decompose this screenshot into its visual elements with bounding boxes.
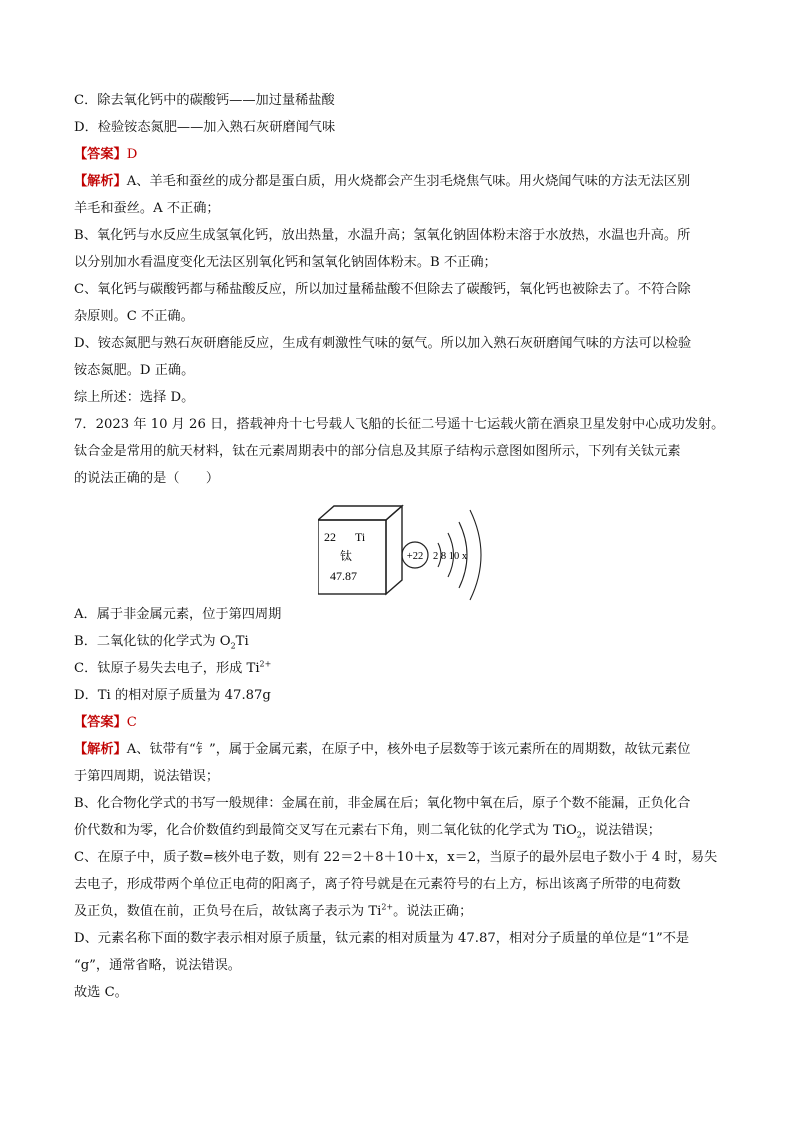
q6-analysis-b1: B、氧化钙与水反应生成氢氧化钙，放出热量，水温升高；氢氧化钠固体粉末溶于水放热，水温也升高。所 <box>74 228 691 243</box>
shell-4 <box>470 510 481 600</box>
superscript: 2+ <box>381 902 394 912</box>
q7-option-d: D．Ti 的相对原子质量为 47.87g <box>74 688 271 703</box>
q6-answer <box>74 146 137 164</box>
answer-value: D <box>126 147 138 162</box>
answer-tag: 【答案】 <box>74 147 127 162</box>
titanium-figure <box>318 500 493 610</box>
q7-analysis-c3 <box>74 903 472 921</box>
q7-analysis-d2: “g”，通常省略，说法错误。 <box>74 958 241 973</box>
q7-analysis-a2: 于第四周期，说法错误； <box>74 769 220 784</box>
q7-analysis-d1: D、元素名称下面的数字表示相对原子质量，钛元素的相对质量为 47.87，相对分子质量的单位是“1”不是 <box>74 931 690 946</box>
q6-analysis-b2: 以分别加水看温度变化无法区别氧化钙和氢氧化钠固体粉末。B 不正确； <box>74 255 497 270</box>
q6-analysis-a2: 羊毛和蚕丝。A 不正确； <box>74 201 220 216</box>
q7-conclusion: 故选 C。 <box>74 985 128 1000</box>
q6-summary: 综上所述：选择 D。 <box>74 390 195 405</box>
analysis-tag: 【解析】 <box>74 174 127 189</box>
superscript: 2+ <box>259 659 272 669</box>
atomic-number: 22 <box>324 530 336 544</box>
option-text: B．二氧化钛的化学式为 O <box>74 634 231 649</box>
analysis-text: 及正负，数值在前，正负号在后，故钛离子表示为 Ti <box>74 904 382 919</box>
analysis-text-tail: 。说法正确； <box>393 904 473 919</box>
nucleus-charge: +22 <box>406 551 424 562</box>
subscript: 2 <box>576 830 582 840</box>
q6-analysis-c2: 杂原则。C 不正确。 <box>74 309 194 324</box>
q7-stem-1: 7．2023 年 10 月 26 日，搭载神舟十七号载人飞船的长征二号遥十七运载火箭在酒泉卫星发射中心成功发射。 <box>74 417 725 432</box>
subscript: 2 <box>230 641 236 651</box>
option-text: C．钛原子易失去电子，形成 Ti <box>74 661 260 676</box>
q7-analysis-c2: 去电子，形成带两个单位正电荷的阳离子，离子符号就是在元素符号的右上方，标出该离子所带的电荷数 <box>74 877 681 892</box>
analysis-text: A、钛带有“钅”，属于金属元素，在原子中，核外电子层数等于该元素所在的周期数，故钛元素位 <box>126 742 691 757</box>
analysis-text-tail: ，说法错误； <box>581 823 661 838</box>
q7-answer <box>74 714 137 732</box>
q7-analysis-a1 <box>74 741 690 759</box>
shell-electron-counts: 2 8 10 x <box>433 551 468 562</box>
q6-analysis-d1: D、铵态氮肥与熟石灰研磨能反应，生成有刺激性气味的氨气。所以加入熟石灰研磨闻气味的方法可以检验 <box>74 336 692 351</box>
q6-analysis-d2: 铵态氮肥。D 正确。 <box>74 363 195 378</box>
q7-analysis-c1: C、在原子中，质子数=核外电子数，则有 22＝2＋8＋10＋x，x＝2，当原子的最外层电子数小于 4 时，易失 <box>74 850 718 865</box>
q6-analysis-a1 <box>74 173 690 191</box>
element-name: 钛 <box>340 549 353 563</box>
atomic-mass: 47.87 <box>330 569 357 583</box>
q7-option-a: A．属于非金属元素，位于第四周期 <box>74 607 282 622</box>
analysis-tag: 【解析】 <box>74 742 127 757</box>
option-text-tail: Ti <box>235 634 249 649</box>
q7-analysis-b2 <box>74 822 661 840</box>
q7-stem-3: 的说法正确的是（ ） <box>74 471 220 486</box>
cube-side-face <box>386 506 402 594</box>
answer-tag: 【答案】 <box>74 715 127 730</box>
q7-option-b <box>74 633 249 651</box>
q6-option-c: C．除去氧化钙中的碳酸钙——加过量稀盐酸 <box>74 93 335 108</box>
q7-option-c <box>74 660 271 678</box>
analysis-text: 价代数和为零，化合价数值约到最简交叉写在元素右下角，则二氧化钛的化学式为 TiO <box>74 823 577 838</box>
q6-analysis-c1: C、氧化钙与碳酸钙都与稀盐酸反应，所以加过量稀盐酸不但除去了碳酸钙，氧化钙也被除去了。不符合除 <box>74 282 691 297</box>
q6-option-d: D．检验铵态氮肥——加入熟石灰研磨闻气味 <box>74 120 336 135</box>
q7-analysis-b1: B、化合物化学式的书写一般规律：金属在前，非金属在后；氧化物中氧在后，原子个数不能漏，正负化合 <box>74 796 691 811</box>
analysis-text: A、羊毛和蚕丝的成分都是蛋白质，用火烧都会产生羽毛烧焦气味。用火烧闻气味的方法无法区别 <box>126 174 691 189</box>
element-symbol: Ti <box>355 530 366 544</box>
q7-stem-2: 钛合金是常用的航天材料，钛在元素周期表中的部分信息及其原子结构示意图如图所示，下列有关钛元素 <box>74 444 681 459</box>
element-and-atom-diagram <box>318 500 493 610</box>
answer-value: C <box>126 715 137 730</box>
